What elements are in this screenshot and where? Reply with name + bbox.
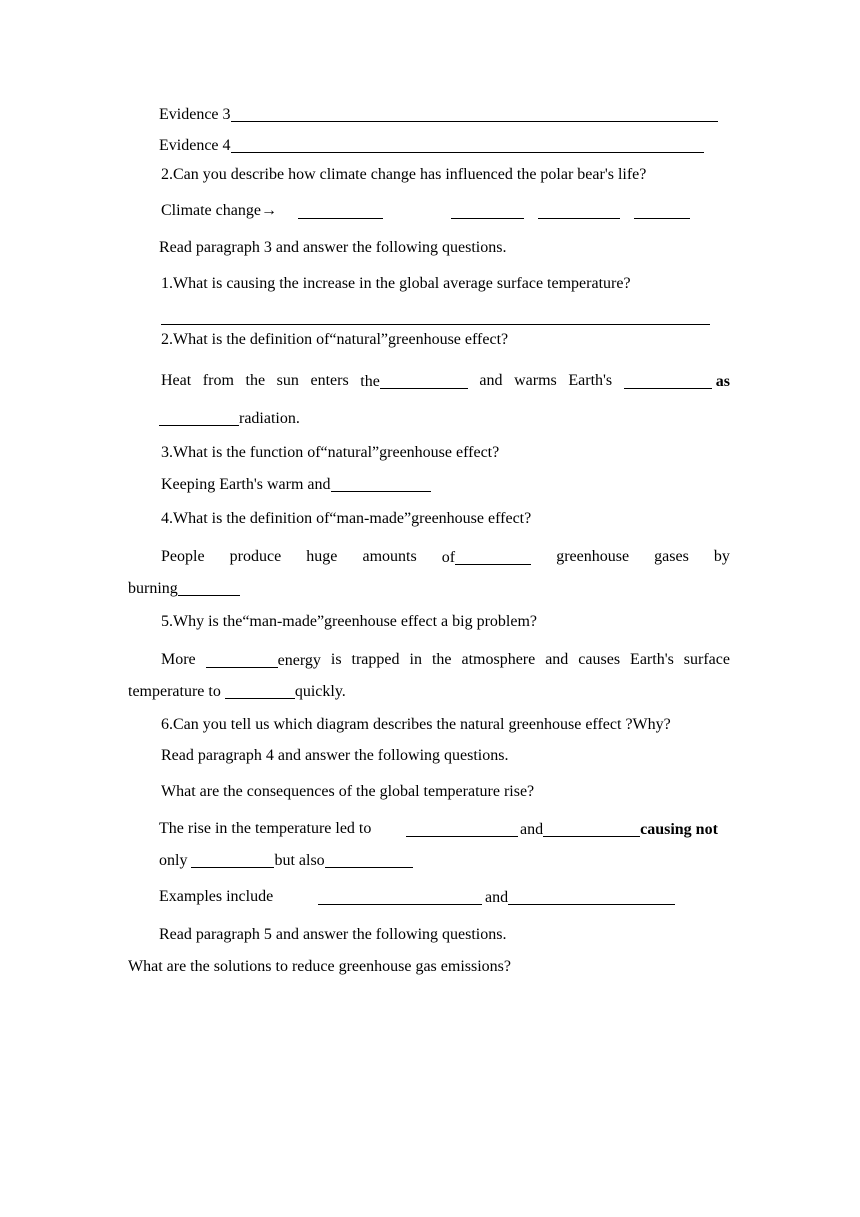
answer-text-bold: causing not — [640, 821, 718, 838]
answer-text: burning — [128, 580, 178, 597]
answer-word: of — [441, 549, 456, 566]
p3-question-3: 3.What is the function of“natural”greenhouse effect? — [161, 444, 500, 461]
answer-text: temperature to — [128, 683, 221, 700]
p3-question-2-answer-line-1 — [161, 373, 730, 390]
answer-word: trapped — [351, 651, 400, 668]
p4-blank-2[interactable] — [543, 821, 640, 837]
p4-answer-line-2 — [159, 852, 413, 869]
evidence-4-label: Evidence 4 — [159, 137, 231, 154]
p3-question-3-answer — [161, 476, 431, 493]
p3-question-2-answer-line-2 — [159, 410, 300, 427]
answer-text: and — [485, 889, 509, 906]
answer-word: causes — [578, 651, 621, 668]
p3-question-1-answer-line[interactable] — [161, 324, 710, 325]
evidence-3-line — [159, 106, 718, 123]
p3-question-5: 5.Why is the“man-made”greenhouse effect a big problem? — [161, 613, 537, 630]
answer-word: the — [245, 372, 266, 389]
examples-line-tail — [485, 889, 675, 906]
p3-q4-blank-2[interactable] — [178, 580, 240, 596]
answer-text: and — [520, 821, 544, 838]
p5-question: What are the solutions to reduce greenhouse gas emissions? — [128, 958, 511, 975]
answer-text: radiation. — [239, 410, 300, 427]
climate-change-blank-4[interactable] — [634, 203, 690, 219]
p3-question-6: 6.Can you tell us which diagram describes the natural greenhouse effect ?Why? — [161, 716, 671, 733]
p3-question-2: 2.What is the definition of“natural”greenhouse effect? — [161, 331, 509, 348]
answer-word: the — [431, 651, 452, 668]
answer-text: Keeping Earth's warm and — [161, 476, 331, 493]
p3-q2-blank-1[interactable] — [380, 373, 468, 389]
climate-change-blank-1[interactable] — [298, 203, 383, 219]
examples-blank-1[interactable] — [318, 889, 482, 905]
question-polar-bear: 2.Can you describe how climate change has influenced the polar bear's life? — [161, 166, 647, 183]
examples-blank-2[interactable] — [508, 889, 675, 905]
answer-word: Heat — [161, 372, 192, 389]
answer-word: energy — [277, 652, 321, 669]
answer-word: by — [713, 548, 730, 565]
answer-word: enters — [310, 372, 349, 389]
p3-q2-blank-2[interactable] — [624, 373, 712, 389]
answer-word: from — [202, 372, 234, 389]
climate-change-label: Climate change→ — [161, 202, 277, 219]
climate-change-blank-2[interactable] — [451, 203, 524, 219]
climate-change-line — [161, 203, 277, 219]
answer-word: People — [161, 548, 205, 565]
paragraph-5-heading: Read paragraph 5 and answer the following questions. — [159, 926, 507, 943]
p4-answer-line-1 — [159, 821, 371, 837]
p3-question-4-answer-line-2 — [128, 580, 240, 597]
answer-word: produce — [229, 548, 282, 565]
answer-word: in — [409, 651, 422, 668]
p4-answer-line-1-tail — [520, 821, 718, 838]
climate-change-blank-3[interactable] — [538, 203, 620, 219]
answer-word: sun — [276, 372, 299, 389]
evidence-3-blank[interactable] — [231, 106, 718, 122]
answer-word: More — [161, 651, 196, 668]
p3-q4-blank-1[interactable] — [455, 549, 531, 565]
answer-word-bold: as — [715, 373, 730, 390]
p3-q5-blank-1[interactable] — [206, 652, 278, 668]
answer-word: the — [360, 373, 380, 390]
answer-word: gases — [654, 548, 689, 565]
answer-word: is — [330, 651, 342, 668]
answer-text: quickly. — [294, 683, 346, 700]
answer-text: only — [159, 852, 188, 869]
p3-question-5-answer-line-1 — [161, 652, 730, 669]
answer-text: but also — [274, 852, 325, 869]
examples-label: Examples include — [159, 888, 274, 905]
answer-word: surface — [683, 651, 730, 668]
evidence-3-label: Evidence 3 — [159, 106, 231, 123]
answer-word: and — [545, 651, 569, 668]
evidence-4-blank[interactable] — [231, 137, 704, 153]
p3-question-4: 4.What is the definition of“man-made”greenhouse effect? — [161, 510, 532, 527]
answer-word: huge — [306, 548, 338, 565]
answer-word: atmosphere — [461, 651, 536, 668]
answer-word: amounts — [362, 548, 417, 565]
p4-blank-3[interactable] — [191, 852, 274, 868]
p4-question: What are the consequences of the global temperature rise? — [161, 783, 535, 800]
p3-question-1: 1.What is causing the increase in the global average surface temperature? — [161, 275, 631, 292]
p3-q3-blank[interactable] — [331, 476, 431, 492]
examples-line — [159, 889, 273, 905]
p3-q5-blank-2[interactable] — [225, 683, 295, 699]
answer-word: warms — [514, 372, 557, 389]
answer-text: The rise in the temperature led to — [159, 820, 372, 837]
answer-word: Earth's — [568, 372, 613, 389]
p4-blank-1[interactable] — [406, 821, 518, 837]
answer-word: greenhouse — [556, 548, 630, 565]
p3-q2-blank-3[interactable] — [159, 410, 239, 426]
answer-word: Earth's — [630, 651, 674, 668]
p3-question-5-answer-line-2 — [128, 683, 346, 700]
paragraph-4-heading: Read paragraph 4 and answer the following questions. — [161, 747, 509, 764]
p3-question-4-answer-line-1 — [161, 549, 730, 566]
p4-blank-4[interactable] — [325, 852, 413, 868]
answer-word: and — [479, 372, 503, 389]
evidence-4-line — [159, 137, 704, 154]
paragraph-3-heading: Read paragraph 3 and answer the following questions. — [159, 239, 507, 256]
